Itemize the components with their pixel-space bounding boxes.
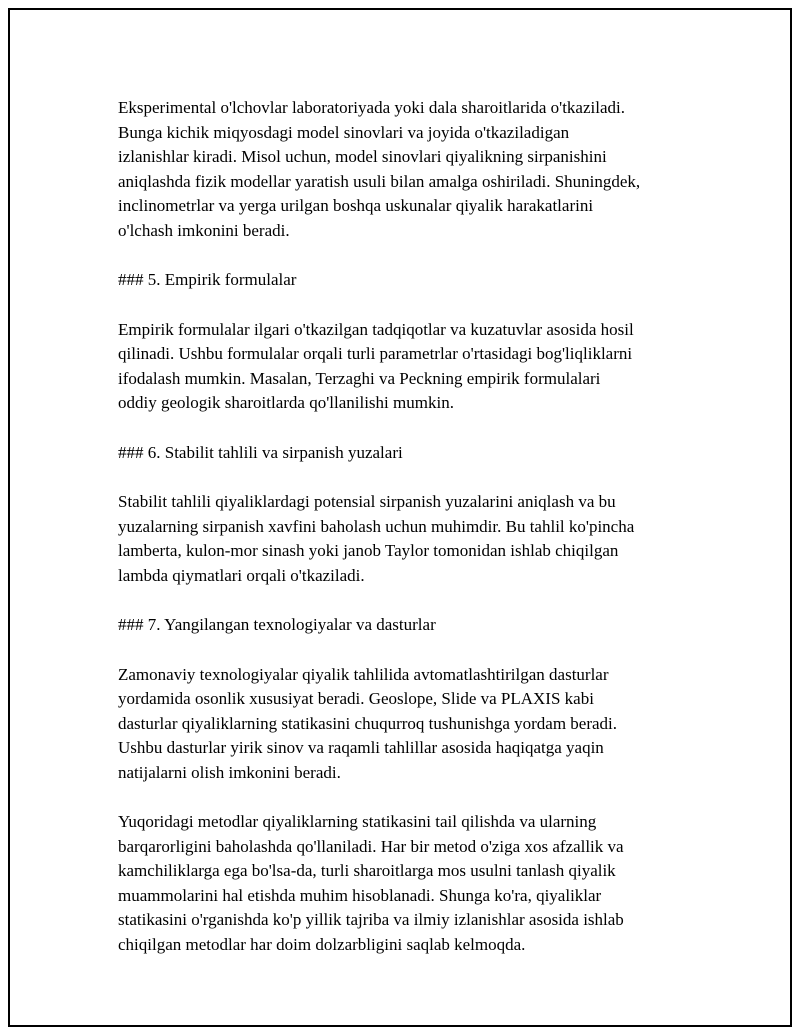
text-line: inclinometrlar va yerga urilgan boshqa uskunalar qiyalik harakatlarini (118, 196, 594, 215)
text-line: ifodalash mumkin. Masalan, Terzaghi va Peckning empirik formulalari (118, 368, 601, 388)
text-line: izlanishlar kiradi. Misol uchun, model sinovlari qiyalikning sirpanishini (118, 147, 607, 166)
text-line: qilinadi. Ushbu formulalar orqali turli parametrlar o'rtasidagi bog'liqliklarni (118, 344, 633, 363)
section-heading-technologies (118, 613, 708, 638)
document-body (118, 96, 708, 982)
document-page (8, 8, 792, 1027)
text-line: Zamonaviy texnologiyalar qiyalik tahlilida avtomatlashtirilgan dasturlar (118, 664, 609, 684)
text-line: natijalarni olish imkonini beradi. (118, 762, 341, 782)
text-line: Empirik formulalar ilgari o'tkazilgan tadqiqotlar va kuzatuvlar asosida hosil (118, 319, 634, 339)
text-line: lamberta, kulon-mor sinash yoki janob Taylor tomonidan ishlab chiqilgan (118, 541, 619, 560)
paragraph-experimental-measurements (118, 96, 708, 243)
text-line: muammolarini hal etishda muhim hisoblanadi. Shunga ko'ra, qiyaliklar (118, 885, 602, 905)
paragraph-conclusion (118, 810, 708, 957)
text-line: yordamida osonlik xususiyat beradi. Geoslope, Slide va PLAXIS kabi (118, 689, 594, 708)
paragraph-technologies (118, 663, 708, 786)
text-line: Eksperimental o'lchovlar laboratoriyada yoki dala sharoitlarida o'tkaziladi. (118, 98, 625, 117)
text-line: kamchiliklarga ega bo'lsa-da, turli sharoitlarga mos usulni tanlash qiyalik (118, 861, 616, 880)
text-line: dasturlar qiyaliklarning statikasini chuqurroq tushunishga yordam beradi. (118, 713, 618, 733)
heading-text: ### 6. Stabilit tahlili va sirpanish yuzalari (118, 442, 403, 462)
paragraph-stability-analysis (118, 490, 708, 588)
text-line: oddiy geologik sharoitlarda qo'llanilishi mumkin. (118, 393, 454, 412)
text-line: Bunga kichik miqyosdagi model sinovlari va joyida o'tkaziladigan (118, 122, 570, 142)
text-line: yuzalarning sirpanish xavfini baholash uchun muhimdir. Bu tahlil ko'pincha (118, 516, 635, 536)
text-line: lambda qiymatlari orqali o'tkaziladi. (118, 565, 365, 585)
paragraph-empirical-formulas (118, 318, 708, 416)
section-heading-stability-analysis (118, 441, 708, 466)
text-line: statikasini o'rganishda ko'p yillik tajriba va ilmiy izlanishlar asosida ishlab (118, 910, 624, 929)
text-line: chiqilgan metodlar har doim dolzarbligini saqlab kelmoqda. (118, 934, 526, 954)
text-line: Stabilit tahlili qiyaliklardagi potensial sirpanish yuzalarini aniqlash va bu (118, 492, 616, 511)
text-line: o'lchash imkonini beradi. (118, 220, 290, 240)
text-line: barqarorligini baholashda qo'llaniladi. Har bir metod o'ziga xos afzallik va (118, 836, 624, 856)
text-line: Yuqoridagi metodlar qiyaliklarning statikasini tail qilishda va ularning (118, 812, 597, 831)
heading-text: ### 5. Empirik formulalar (118, 270, 297, 289)
section-heading-empirical-formulas (118, 268, 708, 293)
text-line: Ushbu dasturlar yirik sinov va raqamli tahlillar asosida haqiqatga yaqin (118, 738, 604, 757)
text-line: aniqlashda fizik modellar yaratish usuli bilan amalga oshiriladi. Shuningdek, (118, 171, 641, 191)
heading-text: ### 7. Yangilangan texnologiyalar va dasturlar (118, 615, 436, 634)
